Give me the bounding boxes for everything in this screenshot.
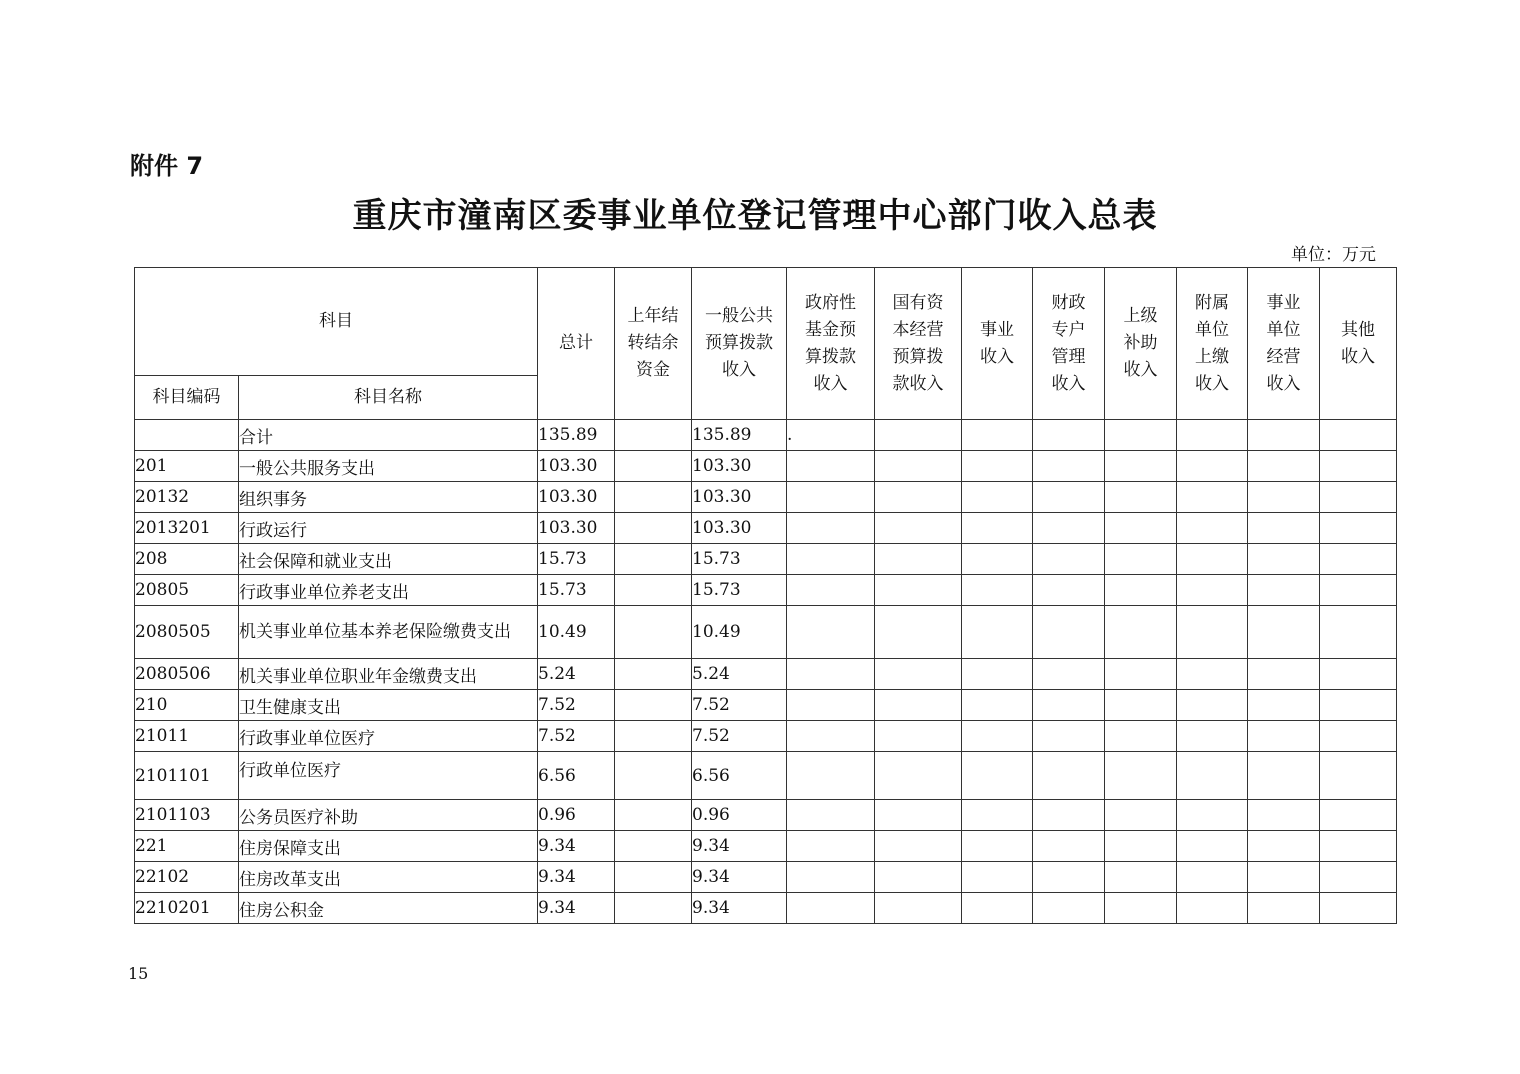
carryover-cell xyxy=(615,606,692,659)
header-other-income: 其他 收入 xyxy=(1320,268,1397,420)
table-row xyxy=(135,606,1397,659)
general-budget-cell: 135.89 xyxy=(692,420,787,451)
fiscal-special-cell xyxy=(1033,544,1105,575)
table-row xyxy=(135,893,1397,924)
subject-name-cell: 公务员医疗补助 xyxy=(239,800,538,831)
other-income-cell xyxy=(1320,544,1397,575)
subject-code-cell: 20132 xyxy=(135,482,239,513)
state-capital-cell xyxy=(875,575,962,606)
business-income-cell xyxy=(962,606,1033,659)
gov-fund-cell xyxy=(787,659,875,690)
carryover-cell xyxy=(615,451,692,482)
total-cell: 9.34 xyxy=(538,893,615,924)
subject-name-cell: 行政事业单位医疗 xyxy=(239,721,538,752)
subject-name-cell: 住房保障支出 xyxy=(239,831,538,862)
general-budget-cell: 103.30 xyxy=(692,513,787,544)
gov-fund-cell xyxy=(787,513,875,544)
other-income-cell xyxy=(1320,721,1397,752)
carryover-cell xyxy=(615,544,692,575)
other-income-cell xyxy=(1320,482,1397,513)
business-income-cell xyxy=(962,690,1033,721)
superior-subsidy-cell xyxy=(1105,690,1177,721)
gov-fund-cell xyxy=(787,606,875,659)
subject-name-cell: 行政运行 xyxy=(239,513,538,544)
unit-label: 单位：万元 xyxy=(1291,245,1376,265)
other-income-cell xyxy=(1320,862,1397,893)
total-cell: 103.30 xyxy=(538,513,615,544)
state-capital-cell xyxy=(875,420,962,451)
header-total: 总计 xyxy=(538,268,615,420)
fiscal-special-cell xyxy=(1033,575,1105,606)
subject-name-cell: 行政事业单位养老支出 xyxy=(239,575,538,606)
affiliated-payment-cell xyxy=(1177,752,1248,800)
other-income-cell xyxy=(1320,420,1397,451)
fiscal-special-cell xyxy=(1033,606,1105,659)
business-operation-cell xyxy=(1248,659,1320,690)
table-row xyxy=(135,513,1397,544)
subject-name-cell: 卫生健康支出 xyxy=(239,690,538,721)
state-capital-cell xyxy=(875,606,962,659)
superior-subsidy-cell xyxy=(1105,831,1177,862)
carryover-cell xyxy=(615,800,692,831)
superior-subsidy-cell xyxy=(1105,752,1177,800)
general-budget-cell: 103.30 xyxy=(692,451,787,482)
total-cell: 7.52 xyxy=(538,721,615,752)
total-cell: 9.34 xyxy=(538,862,615,893)
gov-fund-cell xyxy=(787,451,875,482)
state-capital-cell xyxy=(875,893,962,924)
superior-subsidy-cell xyxy=(1105,659,1177,690)
general-budget-cell: 9.34 xyxy=(692,862,787,893)
subject-name-cell: 行政单位医疗 xyxy=(239,752,538,800)
attachment-label: 附件 7 xyxy=(130,152,204,180)
table-row xyxy=(135,690,1397,721)
business-income-cell xyxy=(962,420,1033,451)
gov-fund-cell xyxy=(787,800,875,831)
subject-name-cell: 社会保障和就业支出 xyxy=(239,544,538,575)
superior-subsidy-cell xyxy=(1105,513,1177,544)
gov-fund-cell xyxy=(787,862,875,893)
subject-code-cell: 210 xyxy=(135,690,239,721)
page-title: 重庆市潼南区委事业单位登记管理中心部门收入总表 xyxy=(352,196,1158,236)
subject-name-cell: 一般公共服务支出 xyxy=(239,451,538,482)
other-income-cell xyxy=(1320,893,1397,924)
general-budget-cell: 7.52 xyxy=(692,690,787,721)
affiliated-payment-cell xyxy=(1177,893,1248,924)
subject-code-cell: 2013201 xyxy=(135,513,239,544)
other-income-cell xyxy=(1320,752,1397,800)
business-income-cell xyxy=(962,513,1033,544)
carryover-cell xyxy=(615,513,692,544)
table-row xyxy=(135,721,1397,752)
table-row xyxy=(135,862,1397,893)
carryover-cell xyxy=(615,690,692,721)
affiliated-payment-cell xyxy=(1177,690,1248,721)
business-operation-cell xyxy=(1248,513,1320,544)
affiliated-payment-cell xyxy=(1177,420,1248,451)
subject-name-cell: 机关事业单位职业年金缴费支出 xyxy=(239,659,538,690)
superior-subsidy-cell xyxy=(1105,721,1177,752)
affiliated-payment-cell xyxy=(1177,831,1248,862)
fiscal-special-cell xyxy=(1033,513,1105,544)
subject-code-cell: 2101103 xyxy=(135,800,239,831)
affiliated-payment-cell xyxy=(1177,862,1248,893)
other-income-cell xyxy=(1320,606,1397,659)
subject-code-cell: 21011 xyxy=(135,721,239,752)
header-superior-subsidy: 上级 补助 收入 xyxy=(1105,268,1177,420)
table-row xyxy=(135,800,1397,831)
fiscal-special-cell xyxy=(1033,690,1105,721)
general-budget-cell: 6.56 xyxy=(692,752,787,800)
business-operation-cell xyxy=(1248,606,1320,659)
page-number: 15 xyxy=(128,964,149,983)
business-operation-cell xyxy=(1248,721,1320,752)
subject-code-cell: 2101101 xyxy=(135,752,239,800)
header-subject-code: 科目编码 xyxy=(135,376,239,420)
subject-code-cell: 221 xyxy=(135,831,239,862)
state-capital-cell xyxy=(875,482,962,513)
total-cell: 103.30 xyxy=(538,482,615,513)
subject-code-cell: 2210201 xyxy=(135,893,239,924)
fiscal-special-cell xyxy=(1033,831,1105,862)
fiscal-special-cell xyxy=(1033,893,1105,924)
header-general-budget: 一般公共 预算拨款 收入 xyxy=(692,268,787,420)
general-budget-cell: 5.24 xyxy=(692,659,787,690)
business-income-cell xyxy=(962,721,1033,752)
subject-code-cell xyxy=(135,420,239,451)
state-capital-cell xyxy=(875,800,962,831)
subject-code-cell: 2080506 xyxy=(135,659,239,690)
business-operation-cell xyxy=(1248,482,1320,513)
gov-fund-cell xyxy=(787,690,875,721)
superior-subsidy-cell xyxy=(1105,862,1177,893)
business-income-cell xyxy=(962,482,1033,513)
affiliated-payment-cell xyxy=(1177,659,1248,690)
header-affiliated-payment: 附属 单位 上缴 收入 xyxy=(1177,268,1248,420)
table-row xyxy=(135,451,1397,482)
total-cell: 15.73 xyxy=(538,544,615,575)
affiliated-payment-cell xyxy=(1177,451,1248,482)
state-capital-cell xyxy=(875,659,962,690)
other-income-cell xyxy=(1320,690,1397,721)
state-capital-cell xyxy=(875,690,962,721)
general-budget-cell: 10.49 xyxy=(692,606,787,659)
carryover-cell xyxy=(615,831,692,862)
business-income-cell xyxy=(962,544,1033,575)
gov-fund-cell xyxy=(787,482,875,513)
business-income-cell xyxy=(962,831,1033,862)
header-carryover: 上年结 转结余 资金 xyxy=(615,268,692,420)
carryover-cell xyxy=(615,659,692,690)
superior-subsidy-cell xyxy=(1105,451,1177,482)
carryover-cell xyxy=(615,862,692,893)
affiliated-payment-cell xyxy=(1177,721,1248,752)
business-operation-cell xyxy=(1248,544,1320,575)
gov-fund-cell: . xyxy=(787,420,875,451)
business-income-cell xyxy=(962,862,1033,893)
table-row xyxy=(135,544,1397,575)
header-fiscal-special: 财政 专户 管理 收入 xyxy=(1033,268,1105,420)
subject-code-cell: 2080505 xyxy=(135,606,239,659)
fiscal-special-cell xyxy=(1033,659,1105,690)
header-state-capital: 国有资 本经营 预算拨 款收入 xyxy=(875,268,962,420)
business-income-cell xyxy=(962,575,1033,606)
gov-fund-cell xyxy=(787,893,875,924)
subject-code-cell: 22102 xyxy=(135,862,239,893)
general-budget-cell: 9.34 xyxy=(692,831,787,862)
carryover-cell xyxy=(615,721,692,752)
state-capital-cell xyxy=(875,862,962,893)
superior-subsidy-cell xyxy=(1105,606,1177,659)
subject-name-cell: 住房改革支出 xyxy=(239,862,538,893)
table-row xyxy=(135,575,1397,606)
total-cell: 7.52 xyxy=(538,690,615,721)
business-income-cell xyxy=(962,752,1033,800)
fiscal-special-cell xyxy=(1033,862,1105,893)
state-capital-cell xyxy=(875,513,962,544)
state-capital-cell xyxy=(875,721,962,752)
general-budget-cell: 7.52 xyxy=(692,721,787,752)
business-operation-cell xyxy=(1248,831,1320,862)
other-income-cell xyxy=(1320,831,1397,862)
carryover-cell xyxy=(615,420,692,451)
business-operation-cell xyxy=(1248,893,1320,924)
table-row xyxy=(135,482,1397,513)
subject-name-cell: 住房公积金 xyxy=(239,893,538,924)
business-operation-cell xyxy=(1248,752,1320,800)
gov-fund-cell xyxy=(787,752,875,800)
subject-code-cell: 208 xyxy=(135,544,239,575)
other-income-cell xyxy=(1320,513,1397,544)
gov-fund-cell xyxy=(787,831,875,862)
other-income-cell xyxy=(1320,575,1397,606)
affiliated-payment-cell xyxy=(1177,575,1248,606)
state-capital-cell xyxy=(875,831,962,862)
gov-fund-cell xyxy=(787,544,875,575)
business-income-cell xyxy=(962,659,1033,690)
business-operation-cell xyxy=(1248,690,1320,721)
affiliated-payment-cell xyxy=(1177,544,1248,575)
state-capital-cell xyxy=(875,451,962,482)
business-operation-cell xyxy=(1248,800,1320,831)
table-row xyxy=(135,420,1397,451)
total-cell: 135.89 xyxy=(538,420,615,451)
total-cell: 6.56 xyxy=(538,752,615,800)
affiliated-payment-cell xyxy=(1177,606,1248,659)
other-income-cell xyxy=(1320,451,1397,482)
business-income-cell xyxy=(962,800,1033,831)
fiscal-special-cell xyxy=(1033,482,1105,513)
affiliated-payment-cell xyxy=(1177,800,1248,831)
table-row xyxy=(135,659,1397,690)
header-business-operation: 事业 单位 经营 收入 xyxy=(1248,268,1320,420)
superior-subsidy-cell xyxy=(1105,800,1177,831)
fiscal-special-cell xyxy=(1033,800,1105,831)
gov-fund-cell xyxy=(787,721,875,752)
header-subject: 科目 xyxy=(135,268,538,376)
affiliated-payment-cell xyxy=(1177,482,1248,513)
carryover-cell xyxy=(615,575,692,606)
subject-name-cell: 组织事务 xyxy=(239,482,538,513)
table-row xyxy=(135,831,1397,862)
business-operation-cell xyxy=(1248,575,1320,606)
general-budget-cell: 15.73 xyxy=(692,544,787,575)
affiliated-payment-cell xyxy=(1177,513,1248,544)
subject-code-cell: 20805 xyxy=(135,575,239,606)
business-operation-cell xyxy=(1248,420,1320,451)
total-cell: 15.73 xyxy=(538,575,615,606)
other-income-cell xyxy=(1320,659,1397,690)
header-business-income: 事业 收入 xyxy=(962,268,1033,420)
business-operation-cell xyxy=(1248,862,1320,893)
subject-name-cell: 合计 xyxy=(239,420,538,451)
other-income-cell xyxy=(1320,800,1397,831)
subject-code-cell: 201 xyxy=(135,451,239,482)
business-operation-cell xyxy=(1248,451,1320,482)
total-cell: 10.49 xyxy=(538,606,615,659)
subject-name-cell: 机关事业单位基本养老保险缴费支出 xyxy=(239,606,538,659)
superior-subsidy-cell xyxy=(1105,420,1177,451)
business-income-cell xyxy=(962,893,1033,924)
fiscal-special-cell xyxy=(1033,721,1105,752)
total-cell: 0.96 xyxy=(538,800,615,831)
general-budget-cell: 103.30 xyxy=(692,482,787,513)
state-capital-cell xyxy=(875,752,962,800)
fiscal-special-cell xyxy=(1033,752,1105,800)
carryover-cell xyxy=(615,482,692,513)
state-capital-cell xyxy=(875,544,962,575)
total-cell: 5.24 xyxy=(538,659,615,690)
header-gov-fund: 政府性 基金预 算拨款 收入 xyxy=(787,268,875,420)
carryover-cell xyxy=(615,893,692,924)
general-budget-cell: 15.73 xyxy=(692,575,787,606)
superior-subsidy-cell xyxy=(1105,482,1177,513)
fiscal-special-cell xyxy=(1033,420,1105,451)
superior-subsidy-cell xyxy=(1105,893,1177,924)
table-row xyxy=(135,752,1397,800)
gov-fund-cell xyxy=(787,575,875,606)
general-budget-cell: 0.96 xyxy=(692,800,787,831)
fiscal-special-cell xyxy=(1033,451,1105,482)
superior-subsidy-cell xyxy=(1105,575,1177,606)
general-budget-cell: 9.34 xyxy=(692,893,787,924)
total-cell: 103.30 xyxy=(538,451,615,482)
header-subject-name: 科目名称 xyxy=(239,376,538,420)
superior-subsidy-cell xyxy=(1105,544,1177,575)
income-table xyxy=(134,267,1397,924)
business-income-cell xyxy=(962,451,1033,482)
carryover-cell xyxy=(615,752,692,800)
total-cell: 9.34 xyxy=(538,831,615,862)
